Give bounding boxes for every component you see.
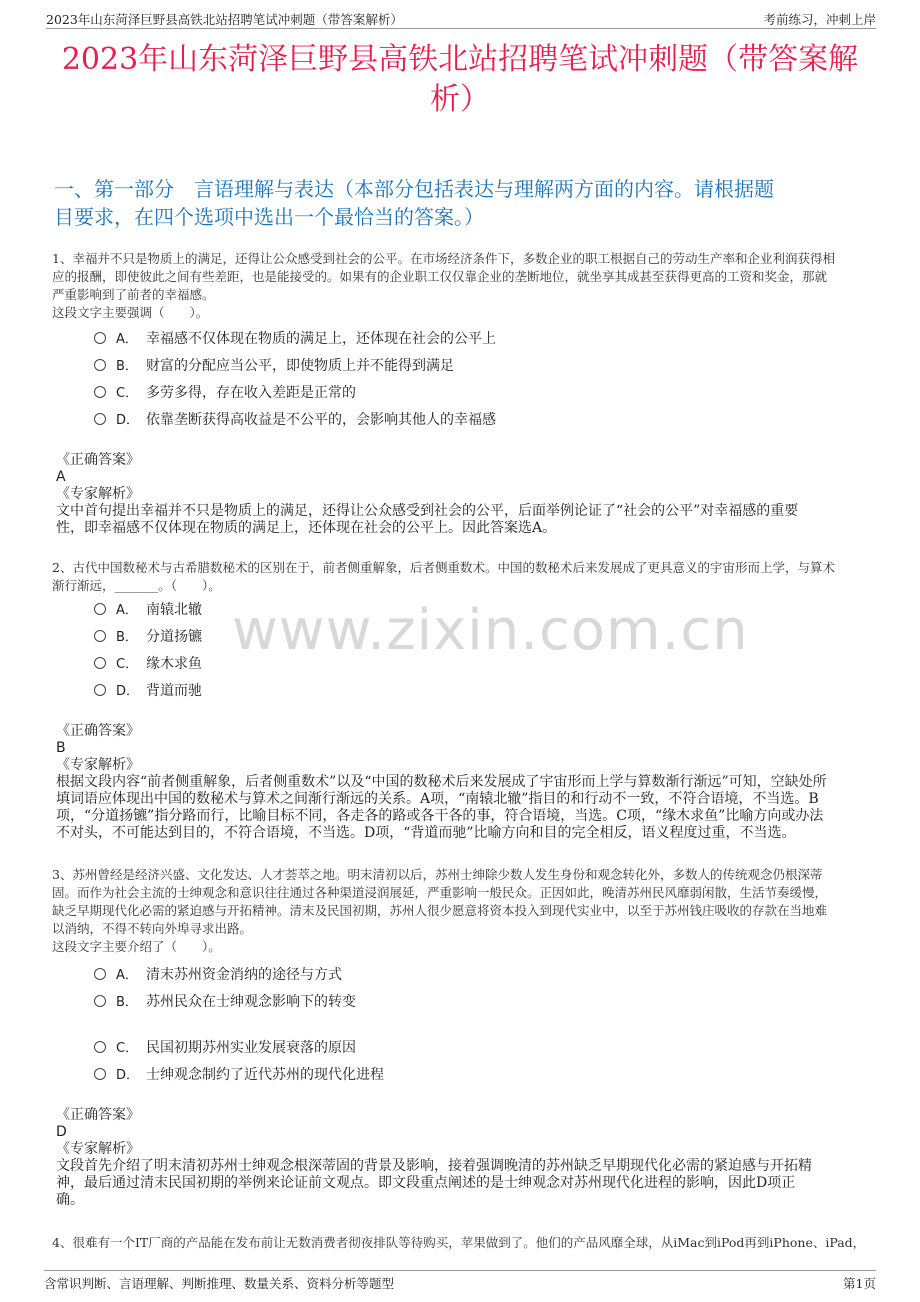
question-line: 固。而作为社会主流的士绅观念和意识往往通过各种渠道浸润展延，严重影响一般民众。正因如此，晚清苏州民风靡弱闲散，生活节奏缓慢， (52, 885, 828, 900)
option-text: 财富的分配应当公平，即使物质上并不能得到满足 (146, 358, 454, 374)
analysis-label: 《专家解析》 (56, 757, 140, 773)
analysis-line: 性，即幸福感不仅体现在物质的满足上，还体现在社会的公平上。因此答案选A。 (56, 520, 557, 536)
option-text: 分道扬镳 (146, 629, 202, 645)
option-letter: B． (116, 359, 138, 374)
header-doc-title: 2023年山东菏泽巨野县高铁北站招聘笔试冲刺题（带答案解析） (46, 12, 403, 27)
option-text: 背道而驰 (146, 683, 202, 699)
option-3c[interactable] (94, 1039, 356, 1058)
radio-icon[interactable] (94, 684, 106, 696)
question-2-stem (52, 559, 870, 595)
option-letter: A． (116, 968, 138, 983)
option-text: 苏州民众在士绅观念影响下的转变 (146, 994, 356, 1010)
option-2d[interactable] (94, 682, 202, 701)
answer-label: 《正确答案》 (56, 723, 140, 739)
page-title (40, 40, 880, 120)
question-line: 缺乏早期现代化必需的紧迫感与开拓精神。清末及民国初期，苏州人很少愿意将资本投入到现代实业中，以至于苏州钱庄吸收的存款在当地难 (52, 903, 828, 918)
question-1-stem (52, 250, 870, 322)
option-letter: D． (116, 684, 140, 699)
question-line: 4、很难有一个IT厂商的产品能在发布前让无数消费者彻夜排队等待购买，苹果做到了。他们的产品风靡全球，从iMac到iPod再到iPhone、iPad， (52, 1235, 866, 1250)
radio-icon[interactable] (94, 386, 106, 398)
question-line: 2、古代中国数秘术与古希腊数秘术的区别在于，前者侧重解象，后者侧重数术。中国的数秘术后来发展成了更具意义的宇宙形而上学，与算术 (52, 560, 835, 575)
radio-icon[interactable] (94, 1041, 106, 1053)
page-footer (44, 1270, 876, 1291)
option-1d[interactable] (94, 411, 496, 430)
question-4-stem (52, 1234, 870, 1252)
radio-icon[interactable] (94, 968, 106, 980)
question-line: 1、幸福并不只是物质上的满足，还得让公众感受到社会的公平。在市场经济条件下，多数企业的职工根据自己的劳动生产率和企业利润获得相 (52, 251, 835, 266)
option-letter: D． (116, 1068, 140, 1083)
watermark: www.zixin.com.cn (232, 598, 749, 663)
footer-topics: 含常识判断、言语理解、判断推理、数量关系、资料分析等题型 (44, 1276, 395, 1291)
question-line: 应的报酬，即使彼此之间有些差距，也是能接受的。如果有的企业职工仅仅靠企业的垄断地位，就坐享其成甚至获得更高的工资和奖金，那就 (52, 269, 828, 284)
analysis-line: 项，“分道扬镳”指分路而行，比喻目标不同，各走各的路或各干各的事，符合语境，当选。C项，“缘木求鱼”比喻方向或办法 (56, 808, 824, 824)
option-1b[interactable] (94, 357, 454, 376)
option-3d[interactable] (94, 1066, 384, 1085)
option-text: 依靠垄断获得高收益是不公平的，会影响其他人的幸福感 (146, 412, 496, 428)
question-line: 3、苏州曾经是经济兴盛、文化发达、人才荟萃之地。明末清初以后，苏州士绅除少数人发生身份和观念转化外，多数人的传统观念仍根深蒂 (52, 867, 823, 882)
analysis-line: 不对头，不可能达到目的，不符合语境，不当选。D项，“背道而驰”比喻方向和目的完全相反，语义程度过重，不当选。 (56, 825, 796, 841)
section-heading (54, 175, 870, 231)
section-line-2: 目要求，在四个选项中选出一个最恰当的答案。） (54, 205, 484, 229)
question-line: 渐行渐远，_______。（ ）。 (52, 578, 221, 593)
answer-value: A (56, 469, 66, 485)
question-line: 以消纳，不得不转向外埠寻求出路。 (52, 921, 253, 936)
question-line: 这段文字主要介绍了（ ）。 (52, 939, 221, 954)
radio-icon[interactable] (94, 630, 106, 642)
option-letter: C． (116, 1041, 139, 1056)
option-text: 缘木求鱼 (146, 656, 202, 672)
option-3b[interactable] (94, 993, 356, 1012)
title-line-2: 析） (430, 82, 490, 117)
question-3-stem (52, 866, 870, 956)
analysis-line: 根据文段内容“前者侧重解象，后者侧重数术”以及“中国的数秘术后来发展成了宇宙形而上学与算数渐行渐远”可知，空缺处所 (56, 774, 827, 790)
option-1a[interactable] (94, 330, 496, 349)
radio-icon[interactable] (94, 995, 106, 1007)
answer-label: 《正确答案》 (56, 452, 140, 468)
page-number: 第1页 (843, 1276, 876, 1291)
option-text: 多劳多得，存在收入差距是正常的 (146, 385, 356, 401)
option-2c[interactable] (94, 655, 202, 674)
radio-icon[interactable] (94, 657, 106, 669)
option-text: 民国初期苏州实业发展衰落的原因 (146, 1040, 356, 1056)
option-letter: C． (116, 386, 139, 401)
title-line-1: 2023年山东菏泽巨野县高铁北站招聘笔试冲刺题（带答案解 (61, 42, 859, 77)
radio-icon[interactable] (94, 1068, 106, 1080)
analysis-label: 《专家解析》 (56, 1141, 140, 1157)
option-letter: B． (116, 630, 138, 645)
answer-value: B (56, 740, 66, 756)
question-line: 这段文字主要强调（ ）。 (52, 305, 209, 320)
page-header (46, 6, 876, 29)
option-letter: A． (116, 332, 138, 347)
answer-label: 《正确答案》 (56, 1107, 140, 1123)
section-line-1: 一、第一部分 言语理解与表达（本部分包括表达与理解两方面的内容。请根据题 (54, 177, 774, 201)
radio-icon[interactable] (94, 603, 106, 615)
option-letter: C． (116, 657, 139, 672)
analysis-line: 文段首先介绍了明末清初苏州士绅观念根深蒂固的背景及影响，接着强调晚清的苏州缺乏早期现代化必需的紧迫感与开拓精 (56, 1158, 812, 1174)
option-text: 士绅观念制约了近代苏州的现代化进程 (146, 1067, 384, 1083)
option-text: 清末苏州资金消纳的途径与方式 (146, 967, 342, 983)
radio-icon[interactable] (94, 332, 106, 344)
header-slogan: 考前练习，冲刺上岸 (763, 12, 876, 27)
option-letter: B． (116, 995, 138, 1010)
radio-icon[interactable] (94, 359, 106, 371)
analysis-label: 《专家解析》 (56, 486, 140, 502)
option-letter: A． (116, 603, 138, 618)
option-text: 幸福感不仅体现在物质的满足上，还体现在社会的公平上 (146, 331, 496, 347)
analysis-line: 文中首句提出幸福并不只是物质上的满足，还得让公众感受到社会的公平，后面举例论证了“社会的公平”对幸福感的重要 (56, 503, 799, 519)
question-line: 严重影响到了前者的幸福感。 (52, 287, 215, 302)
option-1c[interactable] (94, 384, 356, 403)
option-2b[interactable] (94, 628, 202, 647)
analysis-line: 填词语应体现出中国的数秘术与算术之间渐行渐远的关系。A项，“南辕北辙”指目的和行动不一致，不符合语境，不当选。B (56, 791, 819, 807)
answer-block-2 (56, 723, 876, 842)
analysis-line: 确。 (56, 1192, 84, 1208)
option-letter: D． (116, 413, 140, 428)
analysis-line: 神，最后通过清末民国初期的举例来论证前文观点。即文段重点阐述的是士绅观念对苏州现代化进程的影响，因此D项正 (56, 1175, 796, 1191)
answer-block-1 (56, 452, 876, 537)
answer-block-3 (56, 1107, 876, 1209)
option-2a[interactable] (94, 601, 202, 620)
answer-value: D (56, 1124, 67, 1140)
radio-icon[interactable] (94, 413, 106, 425)
option-text: 南辕北辙 (146, 602, 202, 618)
option-3a[interactable] (94, 966, 342, 985)
